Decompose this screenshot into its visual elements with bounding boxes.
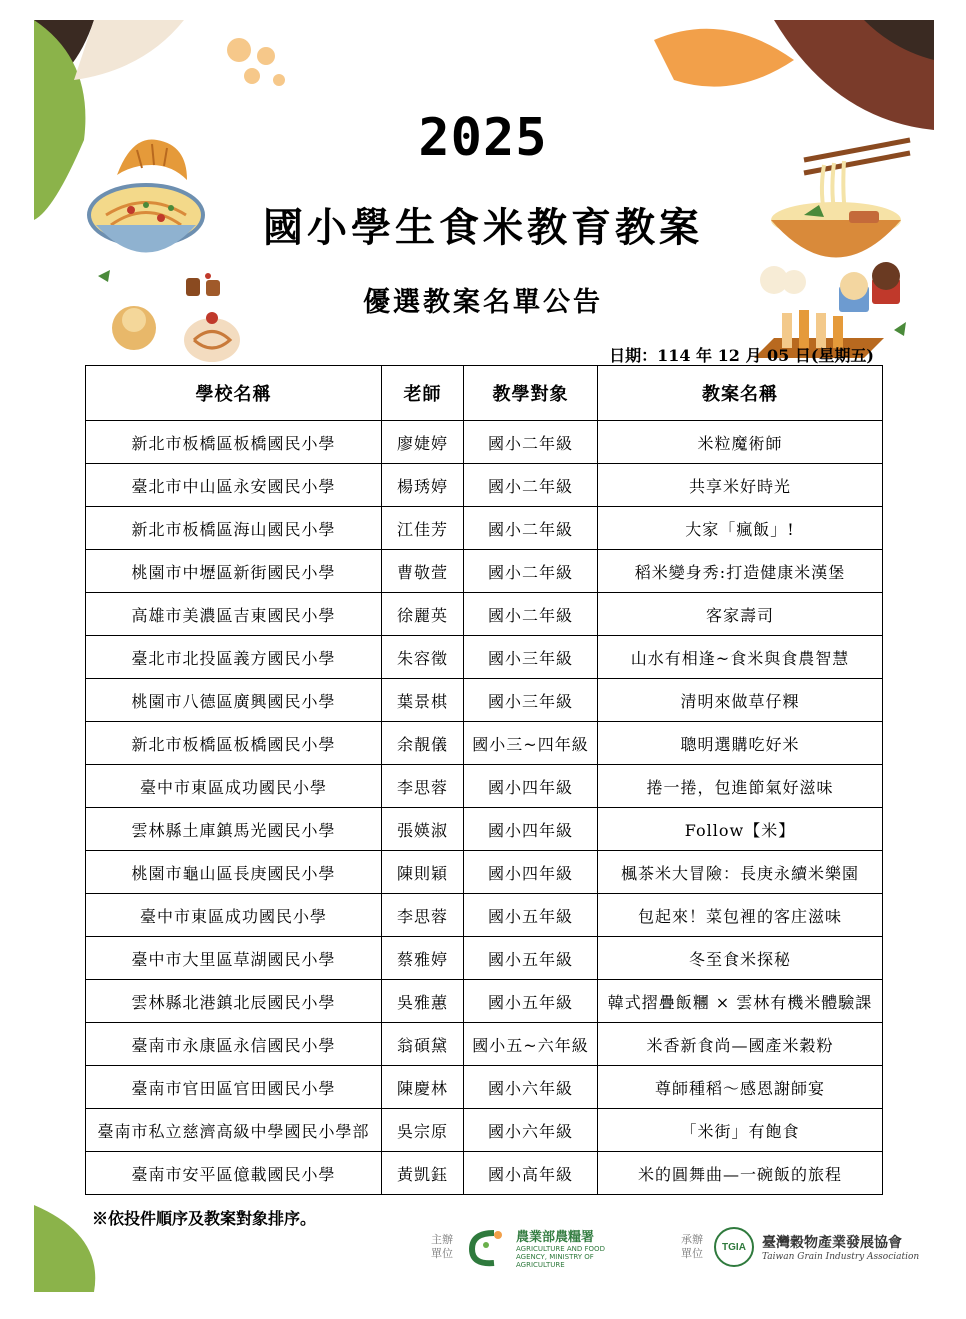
cell-teacher: 江佳芳 (382, 507, 464, 550)
table-row (86, 1066, 883, 1109)
cell-target: 國小三~四年級 (464, 722, 598, 765)
cell-lesson: 韓式摺疊飯糰 × 雲林有機米體驗課 (598, 980, 883, 1023)
page-title: 國小學生食米教育教案 (263, 204, 703, 251)
cell-target: 國小五~六年級 (464, 1023, 598, 1066)
table-row (86, 464, 883, 507)
cell-school: 新北市板橋區板橋國民小學 (86, 421, 382, 464)
host-name: 農業部農糧署 (516, 1229, 595, 1245)
cell-school: 臺南市官田區官田國民小學 (86, 1066, 382, 1109)
cell-school: 高雄市美濃區吉東國民小學 (86, 593, 382, 636)
cell-teacher: 蔡雅婷 (382, 937, 464, 980)
cell-teacher: 翁碩黛 (382, 1023, 464, 1066)
table-row (86, 1152, 883, 1195)
cell-target: 國小二年級 (464, 550, 598, 593)
table-row (86, 636, 883, 679)
cell-target: 國小六年級 (464, 1066, 598, 1109)
cell-lesson: 「米街」有飽食 (598, 1109, 883, 1152)
organizer-name: 臺灣穀物產業發展協會 (762, 1235, 902, 1251)
cell-lesson: 冬至食米探秘 (598, 937, 883, 980)
column-header-school: 學校名稱 (86, 366, 382, 421)
cell-school: 臺北市北投區義方國民小學 (86, 636, 382, 679)
organizer-role-label: 承辦單位 (681, 1233, 703, 1260)
table-row (86, 980, 883, 1023)
cell-lesson: 米香新食尚—國產米穀粉 (598, 1023, 883, 1066)
organizer-english-name: Taiwan Grain Industry Association (762, 1252, 920, 1262)
cell-lesson: 大家「瘋飯」! (598, 507, 883, 550)
cell-lesson: 楓茶米大冒險：長庚永續米樂園 (598, 851, 883, 894)
table-row (86, 593, 883, 636)
table-row (86, 421, 883, 464)
cell-school: 新北市板橋區海山國民小學 (86, 507, 382, 550)
table-row (86, 765, 883, 808)
cell-school: 臺南市安平區億載國民小學 (86, 1152, 382, 1195)
cell-school: 桃園市八德區廣興國民小學 (86, 679, 382, 722)
cell-school: 新北市板橋區板橋國民小學 (86, 722, 382, 765)
cell-teacher: 曹敬萱 (382, 550, 464, 593)
table-row (86, 550, 883, 593)
cell-teacher: 徐麗英 (382, 593, 464, 636)
cell-target: 國小二年級 (464, 507, 598, 550)
organizer-organization (678, 1222, 919, 1272)
column-header-lesson: 教案名稱 (598, 366, 883, 421)
cell-school: 臺中市大里區草湖國民小學 (86, 937, 382, 980)
cell-teacher: 陳則穎 (382, 851, 464, 894)
table-header-row (86, 366, 883, 421)
cell-lesson: 米粒魔術師 (598, 421, 883, 464)
cell-target: 國小五年級 (464, 894, 598, 937)
host-english-name: AGRICULTURE AND FOOD AGENCY, MINISTRY OF AGRICULTURE (516, 1244, 605, 1269)
table-body (86, 421, 883, 1195)
cell-lesson: 清明來做草仔粿 (598, 679, 883, 722)
cell-target: 國小四年級 (464, 808, 598, 851)
cell-teacher: 黃凱鈺 (382, 1152, 464, 1195)
tgia-logo-icon: TGIA (714, 1227, 754, 1267)
cell-target: 國小五年級 (464, 980, 598, 1023)
cell-target: 國小五年級 (464, 937, 598, 980)
cell-target: 國小二年級 (464, 464, 598, 507)
cell-lesson: 捲一捲，包進節氣好滋味 (598, 765, 883, 808)
cell-school: 桃園市龜山區長庚國民小學 (86, 851, 382, 894)
cell-lesson: Follow【米】 (598, 808, 883, 851)
cell-target: 國小三年級 (464, 679, 598, 722)
page-subtitle: 優選教案名單公告 (363, 287, 603, 318)
column-header-target: 教學對象 (464, 366, 598, 421)
table-row (86, 1023, 883, 1066)
host-organization (428, 1222, 626, 1272)
award-list-table (85, 365, 883, 1195)
cell-school: 臺南市私立慈濟高級中學國民小學部 (86, 1109, 382, 1152)
cell-lesson: 共享米好時光 (598, 464, 883, 507)
cell-teacher: 李思蓉 (382, 894, 464, 937)
table-row (86, 679, 883, 722)
announcement-date: 日期：114 年 12 月 05 日(星期五) (609, 346, 874, 365)
cell-lesson: 山水有相逢~食米與食農智慧 (598, 636, 883, 679)
cell-school: 雲林縣土庫鎮馬光國民小學 (86, 808, 382, 851)
cell-lesson: 聰明選購吃好米 (598, 722, 883, 765)
cell-teacher: 陳慶林 (382, 1066, 464, 1109)
cell-school: 臺南市永康區永信國民小學 (86, 1023, 382, 1066)
cell-target: 國小四年級 (464, 851, 598, 894)
cell-target: 國小二年級 (464, 593, 598, 636)
table-row (86, 808, 883, 851)
cell-teacher: 楊琇婷 (382, 464, 464, 507)
cell-teacher: 吳宗原 (382, 1109, 464, 1152)
cell-teacher: 吳雅蕙 (382, 980, 464, 1023)
cell-teacher: 葉景棋 (382, 679, 464, 722)
table-row (86, 722, 883, 765)
host-role-label: 主辦單位 (431, 1233, 453, 1260)
table-row (86, 894, 883, 937)
cell-lesson: 米的圓舞曲—一碗飯的旅程 (598, 1152, 883, 1195)
column-header-teacher: 老師 (382, 366, 464, 421)
cell-teacher: 余靚儀 (382, 722, 464, 765)
cell-target: 國小二年級 (464, 421, 598, 464)
cell-school: 臺中市東區成功國民小學 (86, 765, 382, 808)
table-row (86, 937, 883, 980)
cell-lesson: 尊師種稻～感恩謝師宴 (598, 1066, 883, 1109)
cell-teacher: 李思蓉 (382, 765, 464, 808)
cell-target: 國小六年級 (464, 1109, 598, 1152)
cell-target: 國小四年級 (464, 765, 598, 808)
cell-school: 桃園市中壢區新街國民小學 (86, 550, 382, 593)
cell-target: 國小三年級 (464, 636, 598, 679)
year-heading: 2025 (418, 108, 548, 168)
cell-teacher: 張媖淑 (382, 808, 464, 851)
table-row (86, 1109, 883, 1152)
cell-target: 國小高年級 (464, 1152, 598, 1195)
cell-lesson: 稻米變身秀:打造健康米漢堡 (598, 550, 883, 593)
table-row (86, 851, 883, 894)
cell-school: 臺北市中山區永安國民小學 (86, 464, 382, 507)
sorting-note: ※依投件順序及教案對象排序。 (92, 1209, 317, 1228)
cell-lesson: 包起來！菜包裡的客庄滋味 (598, 894, 883, 937)
agency-logo-icon (464, 1227, 508, 1267)
cell-school: 臺中市東區成功國民小學 (86, 894, 382, 937)
cell-school: 雲林縣北港鎮北辰國民小學 (86, 980, 382, 1023)
cell-lesson: 客家壽司 (598, 593, 883, 636)
table-row (86, 507, 883, 550)
cell-teacher: 廖婕婷 (382, 421, 464, 464)
cell-teacher: 朱容徵 (382, 636, 464, 679)
